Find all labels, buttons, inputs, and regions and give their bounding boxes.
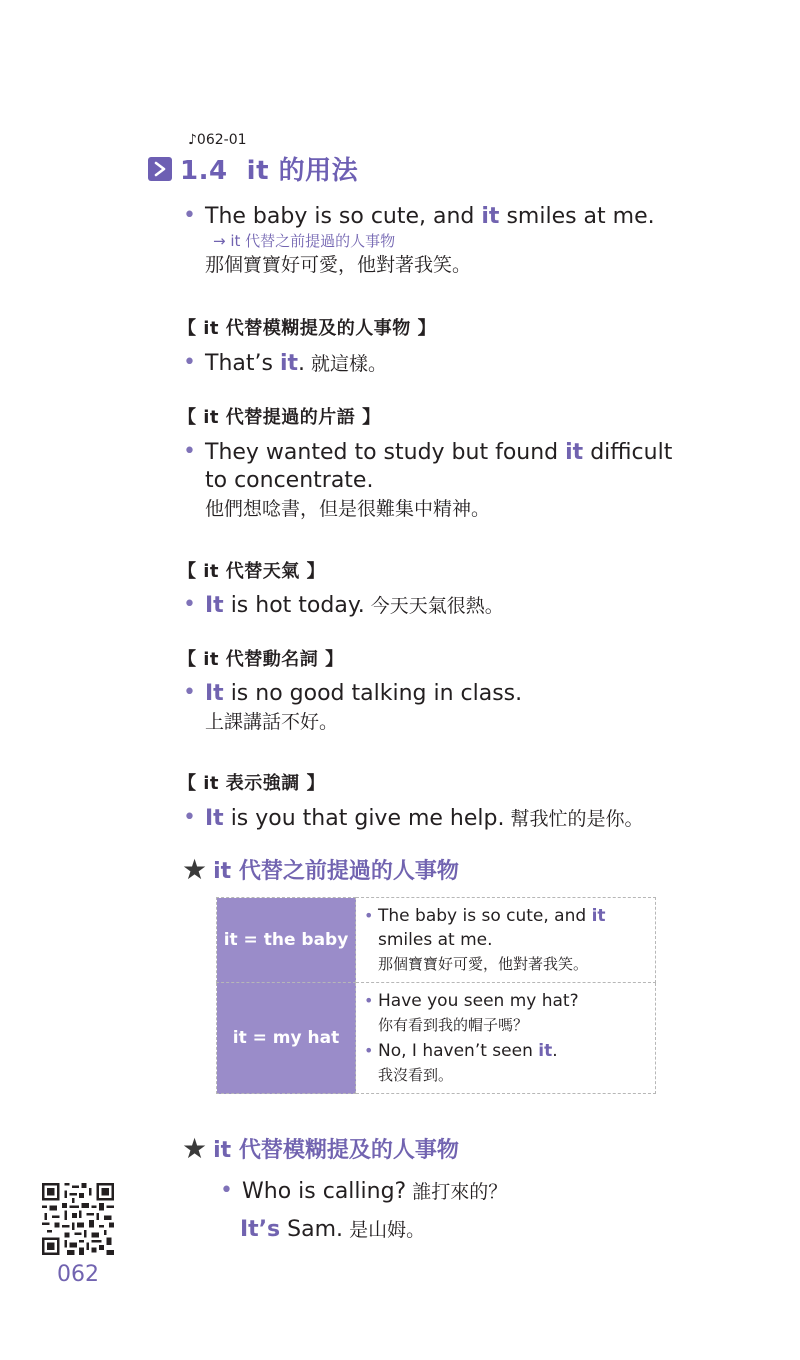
highlight-it: it: [481, 204, 500, 229]
heading-it: it: [246, 156, 270, 186]
sentence-text: No, I haven’t seen: [378, 1041, 539, 1061]
heading-rest: 的用法: [278, 156, 359, 186]
highlight-it: it: [279, 351, 298, 376]
translation: 今天天氣很熱。: [364, 595, 504, 617]
tip-title: it 代替模糊提及的人事物: [213, 1138, 459, 1163]
answer-sentence: [220, 1216, 507, 1244]
highlight-it: it: [565, 440, 584, 465]
highlight-it: It: [205, 593, 224, 618]
sentence-text: The baby is so cute, and: [205, 204, 482, 229]
subsection-title: 【 it 代替模糊提及的人事物 】: [178, 318, 437, 339]
bullet-icon: •: [183, 805, 196, 830]
example-sentence: [205, 680, 522, 708]
table-row: [217, 983, 656, 1094]
tip-heading: [182, 1132, 459, 1165]
highlight-it: It: [205, 681, 224, 706]
star-icon: ★: [182, 853, 208, 886]
translation: 你有看到我的帽子嗎？: [378, 1016, 529, 1034]
translation: 我沒看到。: [378, 1066, 454, 1084]
sentence-text: is hot today.: [223, 593, 365, 618]
bullet-icon: •: [183, 350, 196, 375]
table-row: [217, 898, 656, 983]
example-sentence: [205, 592, 504, 620]
translation: 幫我忙的是你。: [504, 808, 644, 830]
sentence-text: The baby is so cute, and: [378, 906, 592, 926]
row-content: [356, 983, 656, 1094]
highlight-it: it: [591, 906, 606, 926]
sentence-text: .: [552, 1041, 558, 1061]
row-content: [356, 898, 656, 983]
translation: 就這樣。: [305, 353, 388, 375]
sentence-text: .: [298, 351, 305, 376]
translation: 上課講話不好。: [205, 711, 339, 733]
translation: 他們想唸書，但是很難集中精神。: [205, 498, 491, 520]
section-heading: [148, 150, 358, 187]
page-number: 062: [57, 1262, 99, 1287]
question-sentence: Have you seen my hat?: [378, 991, 579, 1011]
subsection-title: 【 it 代替動名詞 】: [178, 649, 344, 670]
translation: 誰打來的？: [406, 1181, 508, 1203]
bullet-icon: •: [183, 680, 196, 705]
example-item: [183, 350, 387, 378]
heading-number: 1.4: [180, 156, 228, 186]
translation: 那個寶寶好可愛，他對著我笑。: [205, 254, 472, 276]
example-item: [183, 439, 672, 523]
qr-code-icon[interactable]: [42, 1183, 114, 1255]
sentence-text: is you that give me help.: [223, 806, 505, 831]
sentence-text: They wanted to study but found: [205, 440, 566, 465]
dialog-example: [220, 1178, 507, 1244]
row-label: it = the baby: [217, 898, 356, 983]
example-sentence: [205, 203, 655, 231]
subsection-title: 【 it 表示強調 】: [178, 773, 326, 794]
star-icon: ★: [182, 1132, 208, 1165]
sentence-text: is no good talking in class.: [223, 681, 523, 706]
tip-heading: [182, 853, 459, 886]
sentence-continuation: smiles at me.: [378, 930, 493, 950]
bullet-icon: •: [183, 203, 196, 228]
sentence-text: That’s: [205, 351, 280, 376]
audio-track-label[interactable]: ♪062-01: [188, 132, 247, 148]
bullet-icon: •: [364, 1041, 374, 1060]
bullet-icon: •: [220, 1178, 233, 1203]
translation: 是山姆。: [343, 1219, 426, 1241]
question-sentence: [242, 1178, 507, 1206]
example-sentence: [378, 904, 606, 928]
sentence-text: difficult: [583, 440, 673, 465]
answer-sentence: [378, 1039, 558, 1063]
intro-example: [183, 203, 655, 279]
example-item: [183, 592, 504, 620]
bullet-icon: •: [183, 439, 196, 464]
subsection-title: 【 it 代替天氣 】: [178, 561, 326, 582]
subsection-title: 【 it 代替提過的片語 】: [178, 407, 381, 428]
translation: 那個寶寶好可愛，他對著我笑。: [378, 955, 589, 973]
chevron-right-icon: [148, 157, 172, 181]
usage-note: → it 代替之前提過的人事物: [213, 232, 396, 250]
highlight-it: It’s: [240, 1217, 281, 1242]
usage-table: [216, 897, 656, 1094]
example-sentence: [205, 439, 672, 467]
tip-title: it 代替之前提過的人事物: [213, 859, 459, 884]
highlight-it: it: [538, 1041, 553, 1061]
sentence-text: Sam.: [280, 1217, 344, 1242]
example-sentence: [205, 805, 644, 833]
bullet-icon: •: [364, 991, 374, 1010]
sentence-continuation: to concentrate.: [205, 468, 374, 493]
sentence-text: Who is calling?: [242, 1179, 407, 1204]
example-item: [183, 805, 644, 833]
example-sentence: [205, 350, 387, 378]
example-item: [183, 680, 522, 736]
sentence-text: smiles at me.: [499, 204, 655, 229]
highlight-it: It: [205, 806, 224, 831]
row-label: it = my hat: [217, 983, 356, 1094]
heading-title: [180, 150, 358, 187]
bullet-icon: •: [183, 592, 196, 617]
bullet-icon: •: [364, 906, 374, 925]
